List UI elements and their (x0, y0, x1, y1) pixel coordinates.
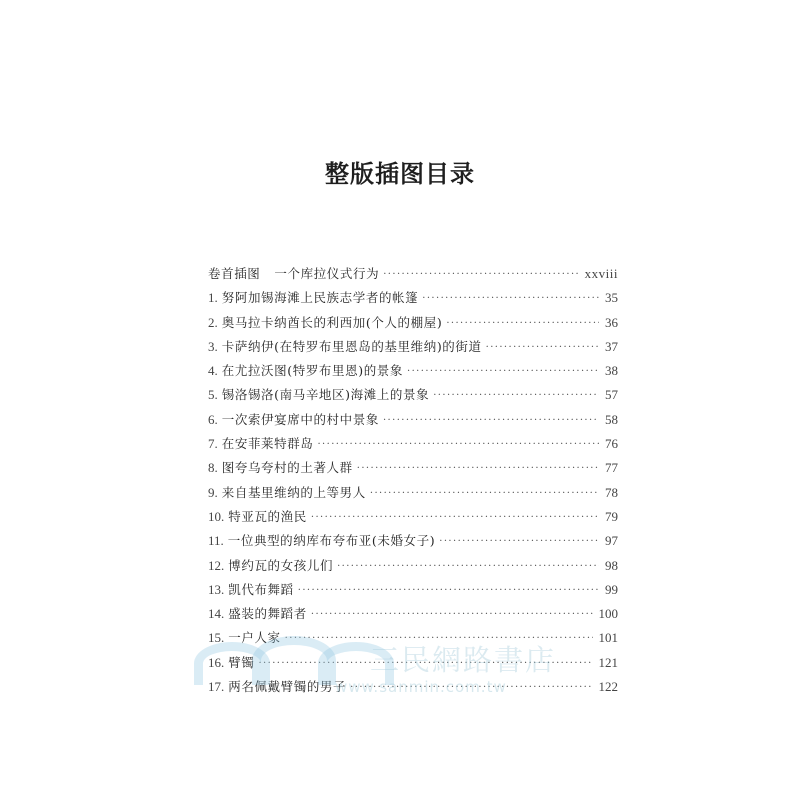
entry-label: 卡萨纳伊(在特罗布里恩岛的基里维纳)的街道 (221, 338, 482, 354)
entry-page: 36 (605, 314, 618, 330)
dot-leader (439, 530, 599, 554)
entry-label: 一户人家 (228, 630, 281, 646)
dot-leader (407, 360, 599, 384)
entry-page: 122 (598, 679, 618, 695)
dot-leader (350, 676, 592, 700)
toc-entry (208, 675, 618, 699)
entry-label: 锡洛锡洛(南马辛地区)海滩上的景象 (221, 387, 430, 403)
entry-number: 9. (208, 484, 218, 500)
entry-page: 57 (605, 387, 618, 403)
entry-page: 121 (598, 654, 618, 670)
entry-prefix: 卷首插图 (208, 266, 261, 281)
entry-page: 35 (605, 290, 618, 306)
entry-label: 在尤拉沃图(特罗布里恩)的景象 (221, 363, 404, 379)
dot-leader (311, 506, 599, 530)
entry-number: 7. (208, 436, 218, 452)
toc-entry (208, 432, 618, 456)
entry-number: 5. (208, 387, 218, 403)
dot-leader (486, 336, 599, 360)
dot-leader (357, 457, 599, 481)
entry-label: 特亚瓦的渔民 (228, 508, 307, 524)
entry-page: 38 (605, 363, 618, 379)
toc-entry-frontispiece (208, 262, 618, 286)
entry-label: 来自基里维纳的上等男人 (221, 484, 366, 500)
entry-number: 2. (208, 314, 218, 330)
entry-label: 努阿加锡海滩上民族志学者的帐篷 (221, 290, 419, 306)
entry-page: 101 (598, 630, 618, 646)
entry-number: 4. (208, 363, 218, 379)
entry-page: 76 (605, 436, 618, 452)
dot-leader (285, 627, 593, 651)
toc-entry (208, 651, 618, 675)
entry-page: xxviii (584, 266, 618, 281)
entry-number: 12. (208, 557, 225, 573)
toc-entry (208, 554, 618, 578)
entry-page: 58 (605, 411, 618, 427)
entry-label: 盛装的舞蹈者 (228, 606, 307, 622)
dot-leader (383, 409, 599, 433)
entry-label: 在安菲莱特群岛 (221, 436, 314, 452)
dot-leader (298, 579, 599, 603)
toc-entry (208, 311, 618, 335)
entry-page: 37 (605, 338, 618, 354)
dot-leader (433, 384, 599, 408)
entry-label: 图夸乌夸村的土著人群 (221, 460, 353, 476)
entry-number: 6. (208, 411, 218, 427)
toc-entry (208, 626, 618, 650)
entry-number: 14. (208, 606, 225, 622)
toc-entry (208, 408, 618, 432)
dot-leader (383, 263, 578, 287)
dot-leader (370, 482, 599, 506)
entry-label: 一位典型的纳库布夸布亚(未婚女子) (227, 533, 436, 549)
entry-page: 77 (605, 460, 618, 476)
entry-label: 一次索伊宴席中的村中景象 (221, 411, 379, 427)
dot-leader (337, 555, 599, 579)
entry-number: 17. (208, 679, 225, 695)
dot-leader (422, 287, 599, 311)
toc-entry (208, 505, 618, 529)
toc-entry (208, 602, 618, 626)
toc-entry (208, 335, 618, 359)
dot-leader (446, 312, 599, 336)
entry-page: 79 (605, 508, 618, 524)
entry-page: 97 (605, 533, 618, 549)
toc-entry (208, 383, 618, 407)
dot-leader (258, 652, 592, 676)
toc-entry (208, 359, 618, 383)
entry-number: 11. (208, 533, 224, 549)
entry-number: 3. (208, 338, 218, 354)
entry-page: 100 (598, 606, 618, 622)
entry-label: 奥马拉卡纳酋长的利西加(个人的棚屋) (221, 314, 443, 330)
entry-label: 臂镯 (228, 654, 255, 670)
toc-entry (208, 529, 618, 553)
page-title: 整版插图目录 (325, 160, 475, 188)
entry-page: 99 (605, 581, 618, 597)
entry-number: 15. (208, 630, 225, 646)
toc-entry (208, 286, 618, 310)
entry-number: 10. (208, 508, 225, 524)
toc-entry (208, 456, 618, 480)
dot-leader (317, 433, 599, 457)
entry-number: 16. (208, 654, 225, 670)
entry-number: 1. (208, 290, 218, 306)
illustration-list (208, 262, 618, 699)
watermark-name: 三民網路書店 (370, 643, 557, 677)
entry-label: 博约瓦的女孩儿们 (228, 557, 334, 573)
toc-entry (208, 481, 618, 505)
dot-leader (311, 603, 593, 627)
entry-label: 两名佩戴臂镯的男子 (228, 679, 347, 695)
watermark-url: www.sanmin.com.tw (335, 678, 507, 696)
entry-number: 8. (208, 460, 218, 476)
entry-number: 13. (208, 581, 225, 597)
entry-label: 一个库拉仪式行为 (274, 266, 380, 281)
entry-page: 78 (605, 484, 618, 500)
entry-page: 98 (605, 557, 618, 573)
entry-label: 凯代布舞蹈 (228, 581, 294, 597)
toc-entry (208, 578, 618, 602)
